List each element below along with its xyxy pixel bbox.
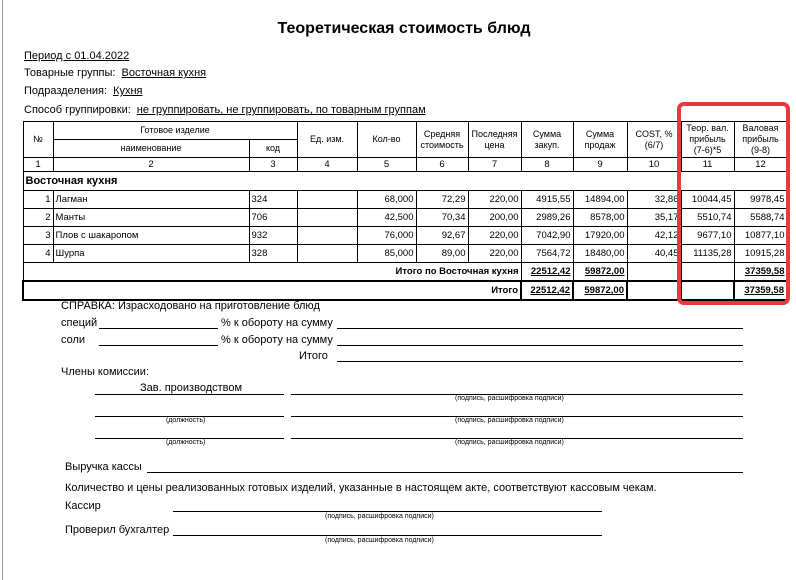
col-number: 4: [297, 158, 357, 172]
row-avg: 89,00: [416, 245, 468, 263]
subtotal-sale-value: 59872,00: [584, 266, 625, 277]
row-purchase: 4915,55: [521, 191, 573, 209]
subtotal-row: [23, 263, 787, 282]
signature-hint: (подпись, расшифровка подписи): [455, 395, 564, 402]
subtotal-gross-value: 37359,58: [744, 266, 785, 277]
row-last: 220,00: [468, 227, 521, 245]
row-code: 706: [249, 209, 297, 227]
row-code: 328: [249, 245, 297, 263]
salt-sum-line: [337, 345, 743, 346]
head-position-line: [95, 394, 284, 395]
row-unit: [297, 191, 357, 209]
signature-hint: (подпись, расшифровка подписи): [455, 439, 564, 446]
th-unit: Ед. изм.: [297, 122, 357, 158]
row-sale: 17920,00: [573, 227, 627, 245]
page-border: [2, 0, 3, 580]
th-sum-purchase: Сумма закуп.: [521, 122, 573, 158]
spices-sum-line: [337, 328, 743, 329]
commission-title: Члены комиссии:: [61, 366, 150, 378]
total-cost: [627, 281, 681, 300]
row-qty: 85,000: [357, 245, 416, 263]
row-unit: [297, 227, 357, 245]
note-total-label: Итого: [299, 350, 328, 362]
row-qty: 76,000: [357, 227, 416, 245]
table-header-row: [23, 122, 787, 140]
row-sale: 14894,00: [573, 191, 627, 209]
row-qty: 68,000: [357, 191, 416, 209]
col-number: 10: [627, 158, 681, 172]
report-title: Теоретическая стоимость блюд: [277, 20, 531, 37]
col-number: 6: [416, 158, 468, 172]
spices-line: [99, 328, 218, 329]
grouping-value: не группировать, не группировать, по товарным группам: [136, 104, 426, 116]
salt-line: [99, 345, 218, 346]
subtotal-purchase: [521, 263, 573, 282]
table-row: [23, 191, 787, 209]
group-row: [23, 172, 787, 191]
row-name: Лагман: [53, 191, 249, 209]
signature-hint: (подпись, расшифровка подписи): [325, 537, 434, 544]
row-unit: [297, 209, 357, 227]
row-cost: 35,17: [627, 209, 681, 227]
row-theor: 5510,74: [681, 209, 734, 227]
highlight-frame: [677, 102, 790, 305]
groups-line: [24, 67, 206, 79]
table-row: [23, 245, 787, 263]
spices-percent-label: % к обороту на сумму: [221, 317, 333, 329]
revenue-label: Выручка кассы: [65, 461, 142, 473]
table-row: [23, 227, 787, 245]
total-label: Итого: [23, 281, 521, 300]
th-theor-profit: Теор. вал. прибыль (7-6)*5: [681, 122, 734, 158]
th-avg-cost: Средняя стоимость: [416, 122, 468, 158]
total-purchase: [521, 281, 573, 300]
grouping-label: Способ группировки:: [24, 104, 131, 116]
row-gross: 5588,74: [734, 209, 787, 227]
row-gross: 9978,45: [734, 191, 787, 209]
row-purchase: 2989,26: [521, 209, 573, 227]
row-name: Шурпа: [53, 245, 249, 263]
th-qty: Кол-во: [357, 122, 416, 158]
th-code: код: [249, 140, 297, 158]
col-number: 5: [357, 158, 416, 172]
row-cost: 40,45: [627, 245, 681, 263]
divisions-line: [24, 85, 143, 97]
group-name: Восточная кухня: [23, 172, 787, 191]
period-line: [24, 50, 129, 62]
position-hint: (должность): [166, 417, 206, 424]
row-last: 220,00: [468, 191, 521, 209]
row-code: 932: [249, 227, 297, 245]
row-num: 4: [23, 245, 53, 263]
salt-percent-label: % к обороту на сумму: [221, 334, 333, 346]
row-unit: [297, 245, 357, 263]
row-gross: 10877,10: [734, 227, 787, 245]
salt-label: соли: [61, 334, 86, 346]
column-numbers-row: [23, 158, 787, 172]
table-row: [23, 209, 787, 227]
row-avg: 92,67: [416, 227, 468, 245]
total-sale-value: 59872,00: [584, 285, 624, 296]
row-sale: 18480,00: [573, 245, 627, 263]
divisions-value: Кухня: [113, 85, 143, 97]
row-name: Плов с шакаропом: [53, 227, 249, 245]
col-number: 8: [521, 158, 573, 172]
row-sale: 8578,00: [573, 209, 627, 227]
th-cost: COST, % (6/7): [627, 122, 681, 158]
row-qty: 42,500: [357, 209, 416, 227]
th-last-price: Последняя цена: [468, 122, 521, 158]
row-name: Манты: [53, 209, 249, 227]
cashier-label: Кассир: [65, 500, 101, 512]
subtotal-label: Итого по Восточная кухня: [23, 263, 521, 282]
grouping-line: [24, 104, 426, 116]
row-num: 2: [23, 209, 53, 227]
note-title: СПРАВКА: Израсходовано на приготовление блюд: [61, 300, 320, 312]
subtotal-purchase-value: 22512,42: [530, 266, 571, 277]
row-avg: 70,34: [416, 209, 468, 227]
cashier-signature-line: [173, 511, 602, 512]
period-text: Период с 01.04.2022: [24, 50, 130, 62]
row-theor: 9677,10: [681, 227, 734, 245]
col-number: 11: [681, 158, 734, 172]
row-theor: 11135,28: [681, 245, 734, 263]
divisions-label: Подразделения:: [24, 85, 108, 97]
col-number: 9: [573, 158, 627, 172]
signature-hint: (подпись, расшифровка подписи): [455, 417, 564, 424]
cost-table: [22, 121, 788, 301]
groups-value: Восточная кухня: [121, 67, 207, 79]
row-theor: 10044,45: [681, 191, 734, 209]
signature-hint: (подпись, расшифровка подписи): [325, 513, 434, 520]
col-number: 7: [468, 158, 521, 172]
head-of-production: Зав. производством: [140, 382, 243, 394]
total-purchase-value: 22512,42: [530, 285, 570, 296]
accountant-label: Проверил бухгалтер: [65, 524, 170, 536]
row-avg: 72,29: [416, 191, 468, 209]
row-last: 200,00: [468, 209, 521, 227]
th-product: Готовое изделие: [53, 122, 297, 140]
row-code: 324: [249, 191, 297, 209]
groups-label: Товарные группы:: [24, 67, 116, 79]
row-gross: 10915,28: [734, 245, 787, 263]
accountant-signature-line: [173, 535, 602, 536]
subtotal-cost: [627, 263, 681, 282]
total-row: [23, 281, 787, 300]
th-gross-profit: Валовая прибыль (9-8): [734, 122, 787, 158]
row-num: 1: [23, 191, 53, 209]
position-hint: (должность): [166, 439, 206, 446]
statement-text: Количество и цены реализованных готовых изделий, указанные в настоящем акте, соответствуют кассовым чекам.: [65, 482, 657, 494]
th-name: наименование: [53, 140, 249, 158]
row-purchase: 7042,90: [521, 227, 573, 245]
revenue-line: [147, 472, 743, 473]
row-cost: 32,86: [627, 191, 681, 209]
row-cost: 42,12: [627, 227, 681, 245]
th-sum-sale: Сумма продаж: [573, 122, 627, 158]
total-gross-value: 37359,58: [744, 285, 784, 296]
col-number: 1: [23, 158, 53, 172]
spices-label: специй: [61, 317, 98, 329]
th-num: №: [23, 122, 53, 158]
total-sale: [573, 281, 627, 300]
col-number: 3: [249, 158, 297, 172]
row-last: 220,00: [468, 245, 521, 263]
subtotal-sale: [573, 263, 627, 282]
col-number: 2: [53, 158, 249, 172]
col-number: 12: [734, 158, 787, 172]
row-num: 3: [23, 227, 53, 245]
note-total-line: [337, 361, 743, 362]
row-purchase: 7564,72: [521, 245, 573, 263]
